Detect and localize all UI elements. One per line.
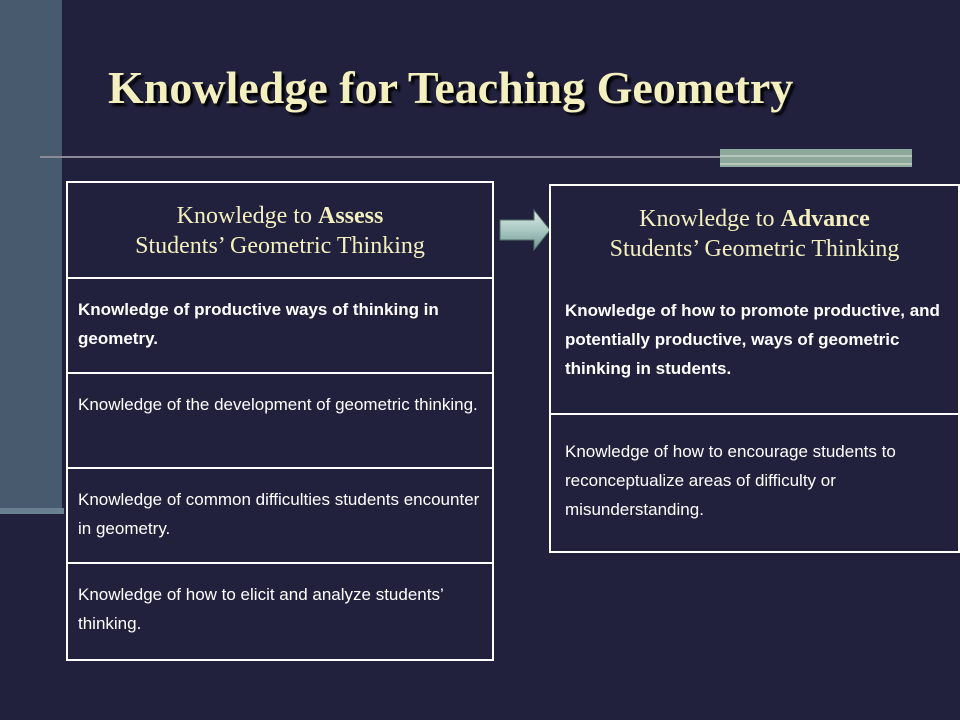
advance-panel-header	[551, 186, 958, 286]
side-accent-bar	[0, 0, 62, 512]
assess-header-keyword: Assess	[317, 203, 384, 229]
advance-item: Knowledge of how to promote productive, and potentially productive, ways of geometric thinking in students.	[551, 286, 958, 415]
assess-panel-header	[68, 183, 492, 279]
advance-header-prefix: Knowledge to	[639, 206, 781, 232]
right-arrow-icon	[498, 208, 552, 252]
assess-item: Knowledge of common difficulties students encounter in geometry.	[68, 469, 492, 564]
advance-header-keyword: Advance	[780, 206, 870, 232]
slide-title: Knowledge for Teaching Geometry	[108, 62, 794, 113]
side-accent-bar-shadow	[0, 508, 64, 514]
advance-item: Knowledge of how to encourage students to reconceptualize areas of difficulty or misunderstanding.	[565, 442, 896, 519]
assess-item: Knowledge of productive ways of thinking in geometry.	[68, 279, 492, 374]
assess-panel	[66, 181, 494, 661]
title-accent-bar	[720, 149, 912, 167]
assess-item: Knowledge of how to elicit and analyze students’ thinking.	[78, 585, 444, 633]
advance-panel	[549, 184, 960, 553]
advance-header-line2: Students’ Geometric Thinking	[609, 236, 900, 262]
assess-header-line2: Students’ Geometric Thinking	[135, 233, 425, 259]
assess-item: Knowledge of the development of geometric thinking.	[68, 374, 492, 469]
assess-header-prefix: Knowledge to	[176, 203, 318, 229]
